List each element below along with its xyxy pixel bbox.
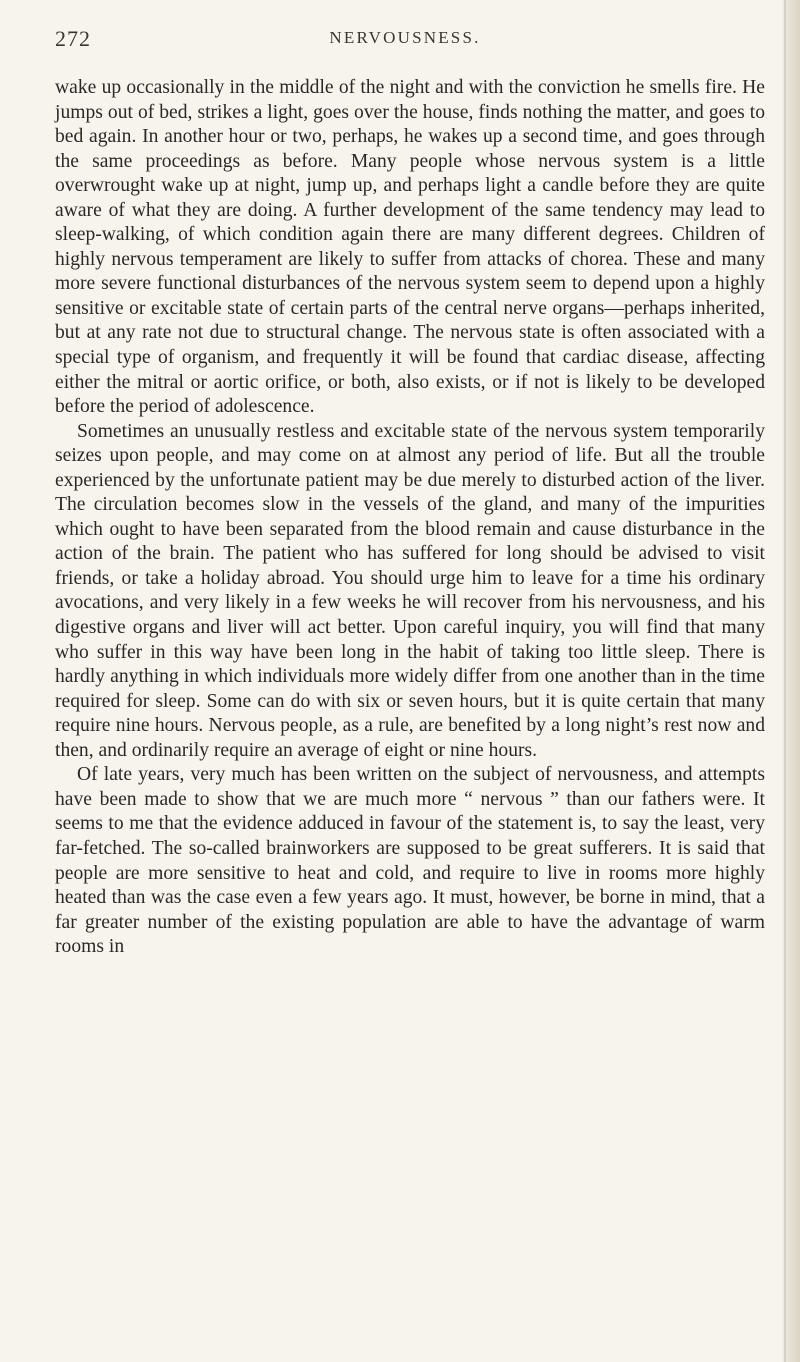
paragraph: Sometimes an unusually restless and excitable state of the nervous system temporarily seizes upon people, and may come on at almost any period of life. But all the trouble experienced by the unfortunate patient may be due merely to disturbed action of the liver. The circulation becomes slow in the vessels of the gland, and many of the impurities which ought to have been separated from the blood remain and cause disturbance in the action of the brain. The patient who has suffered for long should be advised to visit friends, or take a holiday abroad. You should urge him to leave for a time his ordinary avocations, and very likely in a few weeks he will recover from his nervousness, and his digestive organs and liver will act better. Upon careful inquiry, you will find that many who suffer in this way have been long in the habit of taking too little sleep. There is hardly anything in which individuals more widely differ from one another than in the time required for sleep. Some can do with six or seven hours, but it is quite certain that many require nine hours. Nervous people, as a rule, are benefited by a long night’s rest now and then, and ordinarily require an average of eight or nine hours. (55, 420, 765, 761)
paragraph: Of late years, very much has been written on the subject of nervousness, and attempts have been made to show that we are much more “ nervous ” than our fathers were. It seems to me that the evidence adduced in favour of the statement is, to say the least, very far-fetched. The so-called brainworkers are supposed to be great sufferers. It is said that people are more sensitive to heat and cold, and require to live in rooms more highly heated than was the case even a few years ago. It must, however, be borne in mind, that a far greater number of the existing population are able to have the advantage of warm rooms in (55, 764, 765, 958)
page-number: 272 (55, 26, 91, 51)
page-edge-shadow (784, 0, 786, 1362)
page-header (55, 26, 755, 50)
paragraph: wake up occasionally in the middle of the night and with the conviction he smells fire. He jumps out of bed, strikes a light, goes over the house, finds nothing the matter, and goes to bed again. In another hour or two, perhaps, he wakes up a second time, and goes through the same proceedings as before. Many people whose nervous system is a little overwrought wake up at night, jump up, and perhaps light a candle before they are quite aware of what they are doing. A further development of the same tendency may lead to sleep-walking, of which condition again there are many different degrees. Children of highly nervous temperament are likely to suffer from attacks of chorea. These and many more severe functional disturbances of the nervous system seem to depend upon a highly sensitive or excitable state of certain parts of the central nerve organs—perhaps inherited, but at any rate not due to structural change. The nervous state is often associated with a special type of organism, and frequently it will be found that cardiac disease, affecting either the mitral or aortic orifice, or both, also exists, or if not is likely to be developed before the period of adolescence. (55, 77, 765, 418)
body-text (55, 76, 765, 960)
running-title: NERVOUSNESS. (329, 28, 481, 47)
